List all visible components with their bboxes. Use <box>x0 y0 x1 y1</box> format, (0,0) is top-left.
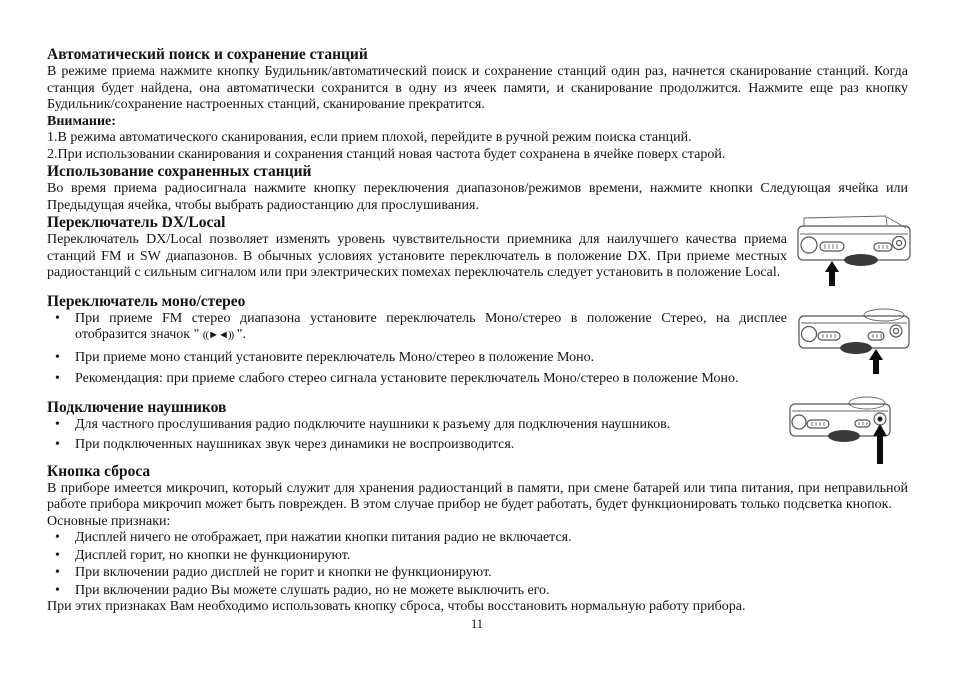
figure-radio-top-mono-stereo <box>796 304 912 379</box>
attention-note-2: 2.При использовании сканирования и сохранения станций новая частота будет сохранена в ячейке поверх старой. <box>47 146 726 162</box>
radio-top-view-drawing <box>796 304 912 374</box>
bullet-text: Для частного прослушивания радио подключите наушники к разъему для подключения наушников. <box>75 416 671 432</box>
list-item <box>47 548 908 565</box>
list-item <box>47 565 908 582</box>
bullet-icon: • <box>55 310 60 326</box>
symptoms-label: Основные признаки: <box>47 513 171 529</box>
bullet-text: При включении радио Вы можете слушать радио, но не можете выключить его. <box>75 582 550 598</box>
bullet-icon: • <box>55 530 60 545</box>
bullet-icon: • <box>55 582 60 598</box>
section-auto-search <box>47 46 908 163</box>
arrow-up-icon <box>825 261 839 286</box>
arrow-up-icon <box>869 349 883 374</box>
mono-stereo-bullet-list <box>47 311 787 388</box>
list-item <box>47 583 908 600</box>
bullet-text-before-icon: При приеме FM стерео диапазона установите переключатель Моно/стерео в положение Стерео, на дисплее отобразится значок " <box>75 310 787 342</box>
bullet-text: При подключенных наушниках звук через динамики не воспроизводится. <box>75 437 515 452</box>
section-headphones <box>47 399 908 454</box>
figure-radio-top-dx-local <box>794 212 916 291</box>
bullet-text: Рекомендация: при приеме слабого стерео сигнала установите переключатель Моно/стерео в положение Моно. <box>75 371 739 386</box>
headphones-bullet-list <box>47 417 787 454</box>
section-heading-saved-stations: Использование сохраненных станций <box>47 163 312 180</box>
reset-footer-line: При этих признаках Вам необходимо использовать кнопку сброса, чтобы восстановить нормальную работу прибора. <box>47 599 746 614</box>
radio-top-view-drawing <box>794 212 916 286</box>
bullet-text: Дисплей ничего не отображает, при нажатии кнопки питания радио не включается. <box>75 530 572 545</box>
section-mono-stereo <box>47 293 908 388</box>
list-item <box>47 371 787 388</box>
page-number: 11 <box>470 617 484 631</box>
section-heading-dx-local: Переключатель DX/Local <box>47 214 226 231</box>
bullet-text: При включении радио дисплей не горит и кнопки не функционируют. <box>75 565 492 580</box>
bullet-text: Дисплей горит, но кнопки не функционируют. <box>75 547 351 563</box>
section-reset-button <box>47 463 908 616</box>
section-heading-reset-button: Кнопка сброса <box>47 462 151 480</box>
paragraph-saved-stations: Во время приема радиосигнала нажмите кнопку переключения диапазонов/режимов времени, нажмите кнопки Следующая ячейка или Предыдущая ячейка, чтобы выбрать радиостанцию для прослушивания. <box>47 181 908 213</box>
bullet-text <box>75 311 787 344</box>
section-heading-headphones: Подключение наушников <box>47 398 227 416</box>
list-item <box>47 350 787 367</box>
bullet-icon: • <box>55 371 60 386</box>
list-item <box>47 417 787 434</box>
bullet-icon: • <box>55 437 60 452</box>
stereo-icon: ((►◄)) <box>202 329 234 341</box>
list-item <box>47 437 787 454</box>
bullet-icon: • <box>55 565 60 580</box>
section-saved-stations <box>47 163 908 214</box>
section-heading-auto-search: Автоматический поиск и сохранение станций <box>47 46 368 63</box>
paragraph-reset-button: В приборе имеется микрочип, который служит для хранения радиостанций в памяти, при смене батарей или типа питания, при неправильной работе прибора микрочип может быть поврежден. В этом случае прибор не будет работать, будет функционировать только подсветка кнопок. <box>47 480 908 512</box>
paragraph-dx-local: Переключатель DX/Local позволяет изменять уровень чувствительности приемника для наилучшего качества приема станций FM и SW диапазонов. В обычных условиях установите переключатель в положение DX. При приеме местных радиостанций с сильным сигналом или при электрических помехах переключатель следует установить в положение Local. <box>47 232 787 280</box>
attention-label: Внимание: <box>47 113 116 129</box>
bullet-text-after-icon: ". <box>236 327 246 342</box>
list-item <box>47 311 787 344</box>
radio-top-view-drawing <box>787 394 899 464</box>
paragraph-auto-search: В режиме приема нажмите кнопку Будильник/автоматический поиск и сохранение станций один раз, начнется сканирование станций. Когда станция будет найдена, она автоматически сохранится в одну из ячеек памяти, и сканирование продолжится. Нажмите еще раз кнопку Будильник/сохранение настроенных станций, сканирование прекратится. <box>47 64 908 112</box>
bullet-icon: • <box>55 416 60 432</box>
arrow-up-icon <box>873 424 887 464</box>
bullet-icon: • <box>55 547 60 563</box>
bullet-icon: • <box>55 349 60 365</box>
list-item <box>47 530 908 547</box>
bullet-text: При приеме моно станций установите переключатель Моно/стерео в положение Моно. <box>75 349 595 365</box>
reset-symptoms-list <box>47 530 908 599</box>
section-dx-local <box>47 214 908 282</box>
figure-radio-top-headphone-jack <box>787 394 899 469</box>
section-heading-mono-stereo: Переключатель моно/стерео <box>47 292 246 310</box>
attention-note-1: 1.В режима автоматического сканирования, если прием плохой, перейдите в ручной режим поиска станций. <box>47 130 692 145</box>
